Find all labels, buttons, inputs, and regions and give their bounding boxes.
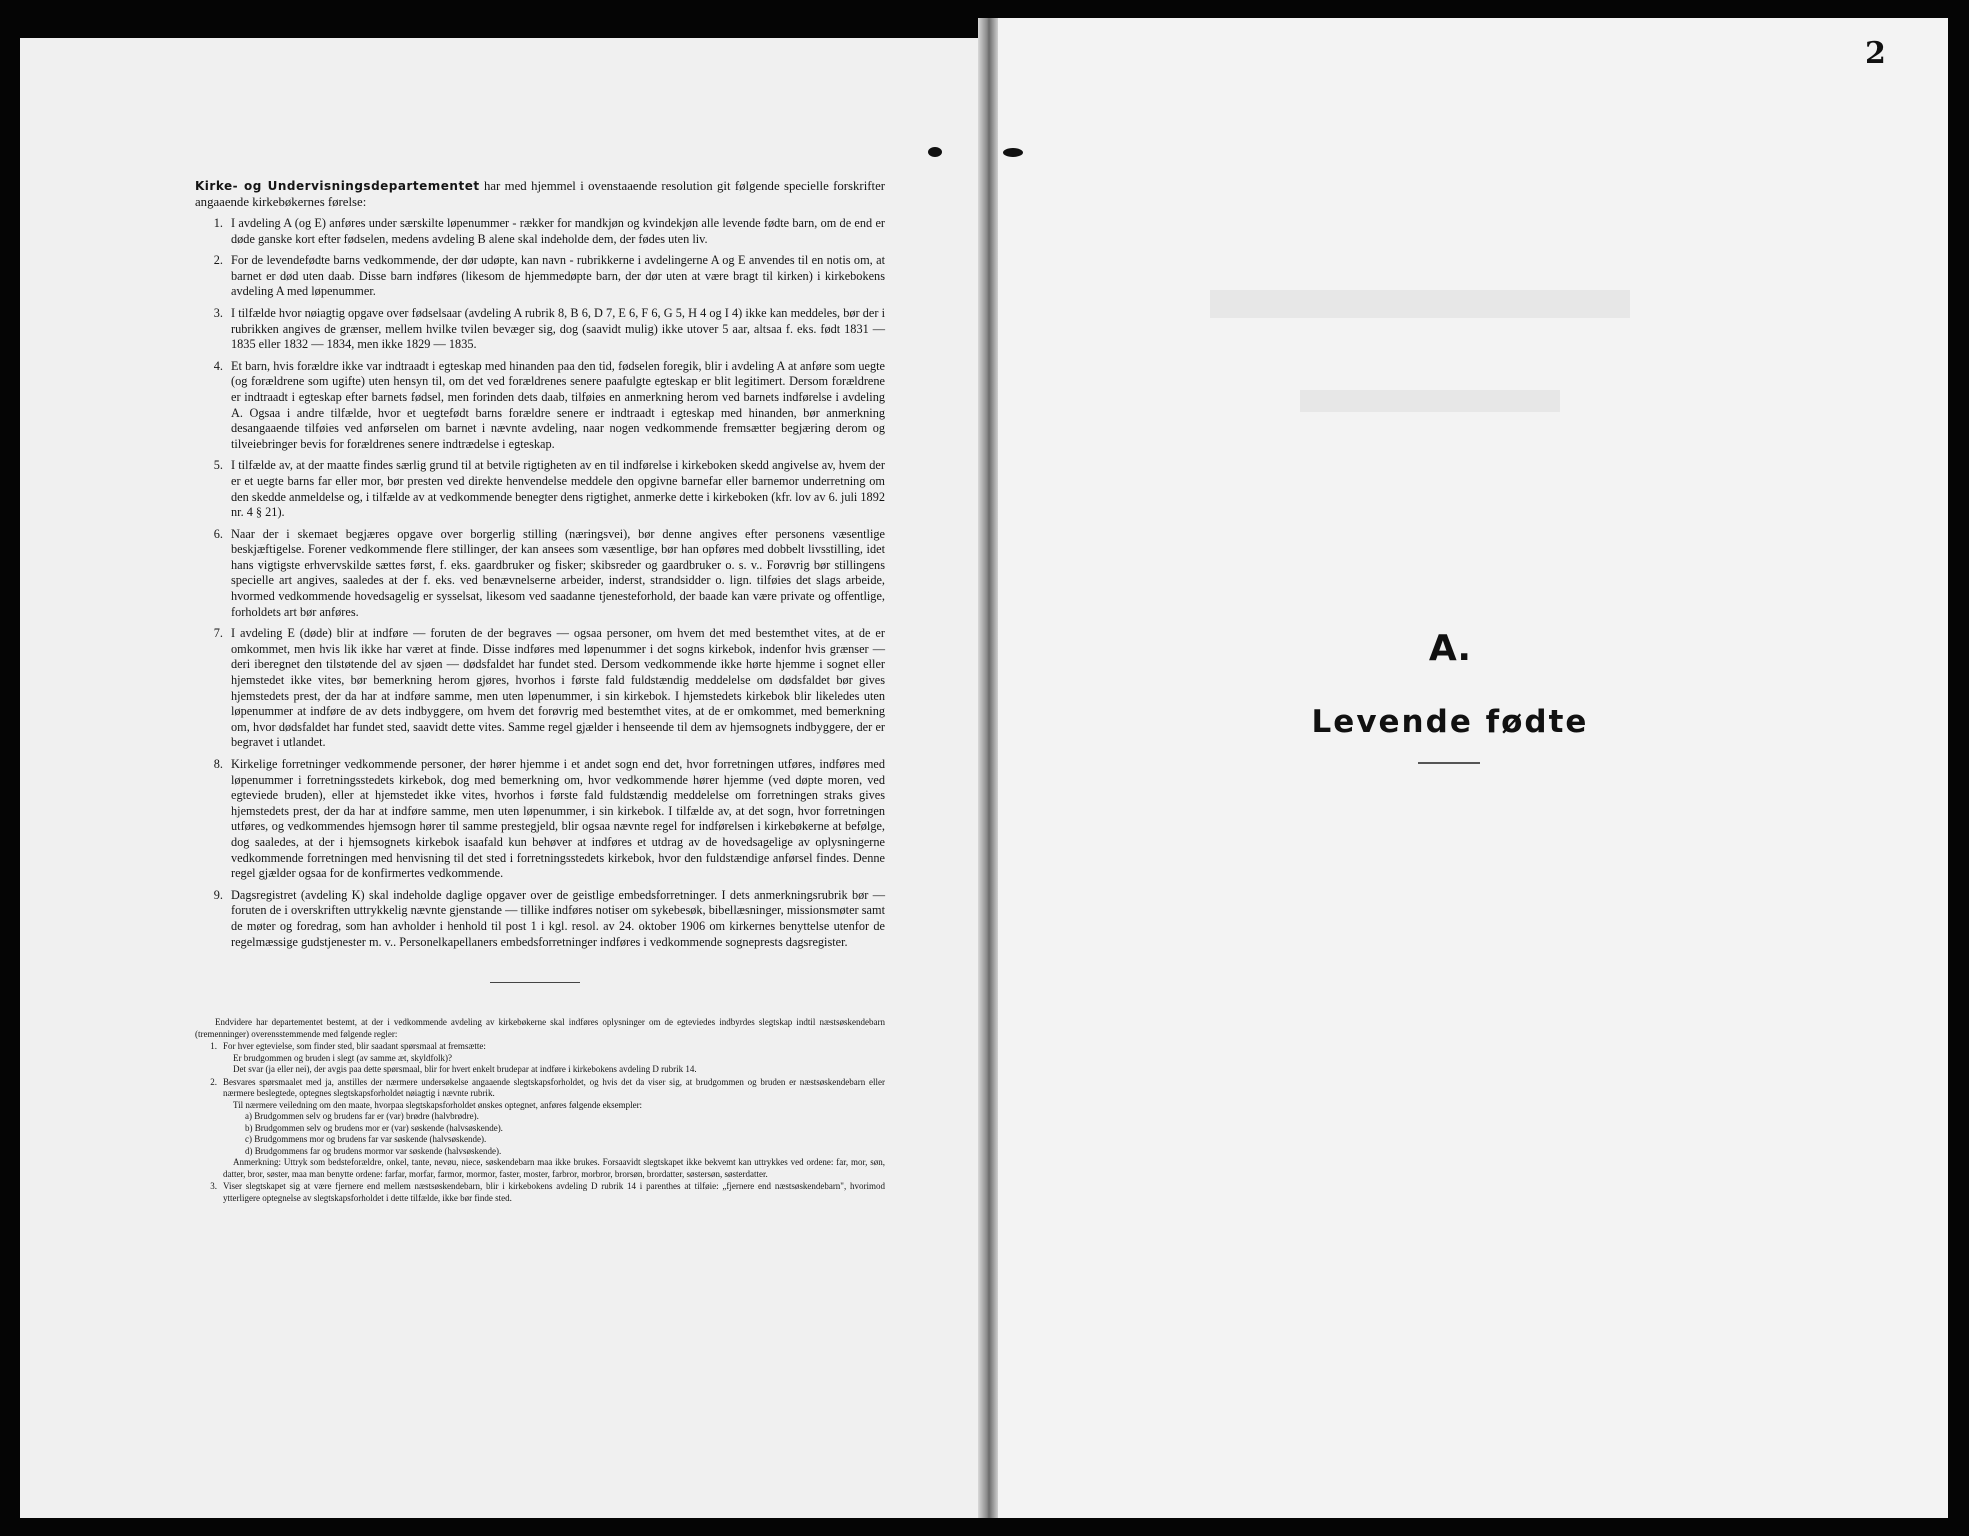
rule-item (195, 757, 885, 882)
rule-item (195, 626, 885, 751)
supplement-number: 1. (210, 1041, 217, 1052)
rule-number: 4. (213, 358, 223, 373)
rule-number: 6. (213, 526, 223, 541)
supplement-text: Viser slegtskapet sig at være fjernere end mellem næstsøskendebarn, blir i kirkebokens avdeling D rubrik 14 i parenthes at tilføie: „fjernere end næstsøskendebarn", hvorimod ytterligere optegnelse av slegtskapsforholdet i dette tilfælde, ikke bør finde sted. (223, 1181, 885, 1203)
rule-number: 9. (213, 887, 223, 902)
rule-text: I tilfælde hvor nøiagtig opgave over fødselsaar (avdeling A rubrik 8, B 6, D 7, E 6, F 6, G 5, H 4 og I 4) ikke kan meddeles, bør der i rubrikken angives de grænser, mellem hvilke tvilen bevæger sig, dog (saavidt mulig) ikke utover 5 aar, altsaa f. eks. født 1831 — 1835 eller 1832 — 1834, men ikke 1829 — 1835. (231, 305, 885, 352)
rule-item (195, 306, 885, 353)
department-name: Kirke- og Undervisningsdepartementet (195, 179, 480, 193)
supplement-remark: Anmerkning: Uttryk som bedsteforældre, onkel, tante, nevøu, niece, søskendebarn maa ikke brukes. Forsaavidt slegtskapet ikke bekvemt kan uttrykkes ved ordene: far, mor, søn, datter, bror, søster, maa man benytte ordene: farfar, morfar, farmor, mormor, faster, moster, farbror, morbror, brorsøn, brordatter, søstersøn, søsterdatter. (223, 1157, 885, 1179)
bleed-through-mark (1210, 290, 1630, 318)
rule-text: I avdeling A (og E) anføres under særskilte løpenummer - rækker for mandkjøn og kvindekjøn alle levende fødte barn, om de end er døde ganske kort efter fødselen, medens avdeling B alene skal indeholde dem, der fødes uten liv. (231, 216, 885, 246)
section-separator (490, 982, 580, 983)
right-page (998, 18, 1948, 1518)
supplement-item (195, 1041, 885, 1076)
rule-text: Et barn, hvis forældre ikke var indtraadt i egteskap med hinanden paa den tid, fødselen foregik, blir i avdeling A at anføre som uegte (og forældrene som ugifte) uten hensyn til, om det ved forældrenes senere paafulgte egteskap er blit legitimert. Dersom forældrene er indtraadt i egteskap efter barnets fødsel, men forinden dets daab, tilføies en anmerkning herom ved barnets indførelse i avdeling A. Ogsaa i andre tilfælde, hvor et uegtefødt barns forældre senere er indtraadt i egteskap med hinanden, bør anmerkning desangaaende tilføies ved anførselen om barnet i nævnte avdeling, naar nogen vedkommende fremsætter begjæring derom og tilveiebringer bevis for forældrenes senere indtrædelse i egteskap. (231, 358, 885, 451)
supplement-number: 3. (210, 1181, 217, 1192)
rule-item (195, 888, 885, 950)
supplement-intro: Endvidere har departementet bestemt, at der i vedkommende avdeling av kirkebøkerne skal indføres oplysninger om de egteviedes indbyrdes slegtskap indtil næstsøskendebarn (tremenninger) overensstemmende med følgende regler: (195, 1017, 885, 1039)
rule-text: Dagsregistret (avdeling K) skal indeholde daglige opgaver over de geistlige embedsforretninger. I dets anmerkningsrubrik bør — foruten de i overskriften uttrykkelig nævnte gjenstande — tillike indføres notiser om sykebesøk, bibellæsninger, missionsmøter samt de møter og foredrag, som han avholder i henhold til post 1 i kgl. resol. av 24. oktober 1906 om kirkernes benyttelse utenfor de regelmæssige gudstjenester m. v.. Personelkapellaners embedsforretninger indføres i vedkommende sogneprests dagsregister. (231, 887, 885, 949)
rule-item (195, 458, 885, 520)
section-title: Levende fødte (1311, 704, 1589, 740)
rule-number: 5. (213, 458, 223, 473)
rule-text: Kirkelige forretninger vedkommende personer, der hører hjemme i et andet sogn end det, hvor forretningen utføres, indføres med løpenummer i forretningsstedets kirkebok, dog med bemerkning om, hvor vedkommende hører hjemme (ved døpte moren, ved egteviede bruden), eller at hjemstedet ikke vites, hvorhos i første fald fuldstændig meddelelse om forretningen straks gives hjemstedets prest, der da har at indføre samme, men uten løpenummer, i sin kirkebok. I tilfælde av, at det sogn, hvor forretningen utføres, og vedkommendes hjemsogn hører til samme prestegjeld, blir ogsaa nævnte regel for indførelsen i kirkebøkerne at befølge, dog saaledes, at der i hjemsognets kirkebok isaafald kun behøver at indføres et utdrag av de hovedsagelige av oplysningerne vedkommende forretningen med henvisning til det sted i forretningsstedets kirkebok, hvor den fuldstændige anførsel findes. Denne regel gjælder ogsaa for de konfirmertes vedkommende. (231, 757, 885, 881)
supplement-item (195, 1181, 885, 1204)
rule-text: I avdeling E (døde) blir at indføre — foruten de der begraves — ogsaa personer, om hvem det med bestemthet vites, at de er omkommet, men hvis lik ikke har været at finde. Disse indføres med løpenummer i det sogns kirkebok, indenfor hvis grænser — deri iberegnet den tilstøtende del av sjøen — dødsfaldet har fundet sted. Dersom vedkommende ikke hørte hjemme i sognet eller hjemstedet ikke vites, bør bemerkning herom gjøres, hvorhos i første fald fuldstændig meddelelse om dødsfaldet bør gives hjemstedets prest, der da har at indføre samme, men uten løpenummer, i sin kirkebok. I hjemstedets kirkebok blir likeledes uten løpenummer at indføre de av dets indbyggere, om hvem det forøvrig med bestemthet vites, at de er omkommet, med bemerkning om, hvor dødsfaldet har fundet sted, saavidt dette vites. Samme regel gjælder i henseende til dem av hjemsognets indbyggere, der er begravet i utlandet. (231, 626, 885, 750)
supplement-guide: Til nærmere veiledning om den maate, hvorpaa slegtskapsforholdet ønskes optegnet, anføres følgende eksempler: (233, 1099, 643, 1110)
book-gutter (978, 18, 998, 1518)
supplement-question: Er brudgommen og bruden i slegt (av samme æt, skyldfolk)? (233, 1052, 452, 1063)
bleed-through-mark (1300, 390, 1560, 412)
supplement-example: c) Brudgommens mor og brudens far var søskende (halvsøskende). (245, 1134, 487, 1145)
rule-number: 7. (213, 626, 223, 641)
supplement-item (195, 1077, 885, 1181)
supplement-number: 2. (210, 1076, 217, 1087)
rule-number: 2. (213, 253, 223, 268)
rule-number: 1. (213, 216, 223, 230)
rule-item (195, 216, 885, 247)
supplement-text: Besvares spørsmaalet med ja, anstilles der nærmere undersøkelse angaaende slegtskapsforholdet, og hvis det da viser sig, at brudgommen og bruden er næstsøskendebarn eller nærmere beslegtede, optegnes slegtskapsforholdet nøiagtig i nævnte rubrik. (223, 1076, 885, 1099)
section-letter: A. (1428, 628, 1472, 669)
rule-number: 3. (213, 305, 223, 320)
rule-text: Naar der i skemaet begjæres opgave over borgerlig stilling (næringsvei), bør denne angives efter personens væsentlige beskjæftigelse. Forener vedkommende flere stillinger, der kan ansees som væsentlige, bør han opføres med dobbelt livsstilling, idet hans vigtigste erhvervskilde sættes først, f. eks. gaardbruker og fisker; skibsreder og gaardbruker o. s. v.. Forøvrig bør stillingens specielle art angives, saaledes at der f. eks. ved benævnelserne arbeider, inderst, strandsidder o. lign. tilføies det slags arbeide, hvormed vedkommende hovedsagelig er sysselsat, likesom ved saadanne tjenesteforhold, der baade kan være private og offentlige, forholdets art bør anføres. (231, 526, 885, 619)
rule-item (195, 253, 885, 300)
supplement-example: d) Brudgommens far og brudens mormor var søskende (halvsøskende). (245, 1145, 502, 1156)
rule-item (195, 527, 885, 621)
rule-number: 8. (213, 757, 223, 771)
supplement-example: b) Brudgommen selv og brudens mor er (var) søskende (halvsøskende). (245, 1122, 503, 1133)
supplement-example: a) Brudgommen selv og brudens far er (var) brødre (halvbrødre). (245, 1111, 479, 1122)
rule-text: For de levendefødte barns vedkommende, der dør udøpte, kan navn - rubrikkerne i avdelingerne A og E anvendes til en notis om, at barnet er død uten daab. Disse barn indføres (likesom de hjemmedøpte barn, der dør uten at være bragt til kirken) i kirkebokens avdeling A med løpenummer. (231, 253, 885, 299)
intro-text: har med hjemmel i ovenstaaende resolution git følgende specielle forskrifter angaaende kirkebøkernes førelse: (195, 179, 886, 209)
rule-item (195, 359, 885, 453)
binding-hole-mark (928, 147, 942, 157)
supplement-text: For hver egtevielse, som finder sted, blir saadant spørsmaal at fremsætte: (223, 1041, 486, 1052)
regulations-text (195, 178, 885, 1204)
rule-text: I tilfælde av, at der maatte findes særlig grund til at betvile rigtigheten av en til indførelse i kirkeboken skedd angivelse av, hvem der er et uegte barns far eller mor, bør presten ved direkte henvendelse meddele den opgivne barnefar eller barnemor underretning om den skedde anmeldelse og, i tilfælde av at vedkommende benegter dens rigtighet, anmerke dette i kirkeboken (kfr. lov av 6. juli 1892 nr. 4 § 21). (231, 458, 885, 520)
intro-paragraph (195, 178, 885, 210)
supplement-answer: Det svar (ja eller nei), der avgis paa dette spørsmaal, blir for hvert enkelt brudepar at indføre i kirkebokens avdeling D rubrik 14. (233, 1064, 697, 1075)
title-underline (1418, 762, 1480, 764)
page-number: 2 (1865, 36, 1886, 71)
supplement-block (195, 1017, 885, 1204)
binding-hole-mark (1003, 148, 1023, 157)
